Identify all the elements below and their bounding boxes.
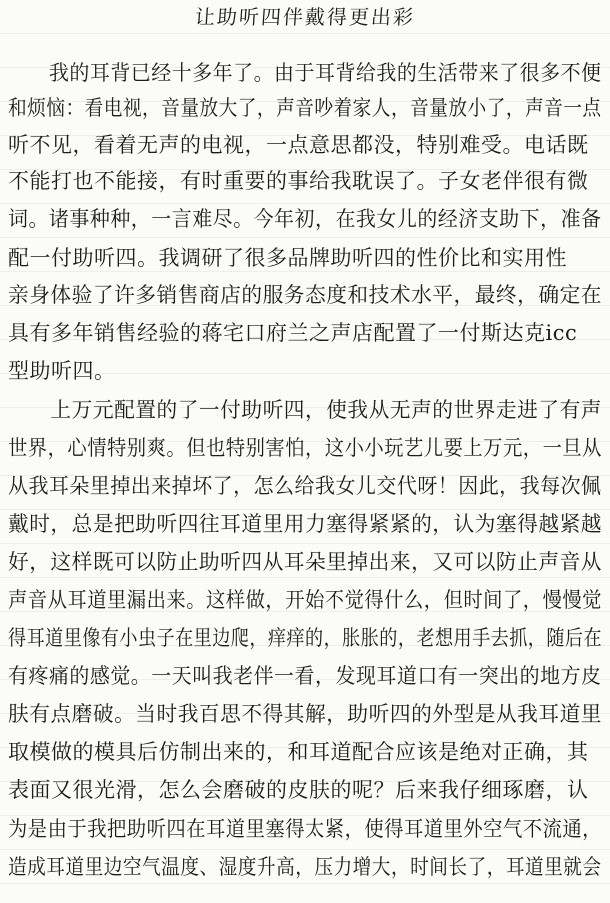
text-line: 表面又很光滑，怎么会磨破的皮肤的呢？后来我仔细琢磨，认 bbox=[8, 778, 589, 802]
text-line: 好，这样既可以防止助听四从耳朵里掉出来，又可以防止声音从 bbox=[8, 550, 602, 574]
text-line: 得耳道里像有小虫子在里边爬，痒痒的，胀胀的，老想用手去抓，随后在 bbox=[8, 626, 603, 650]
text-line: 为是由于我把助听四在耳道里塞得太紧，使得耳道里外空气不流通， bbox=[8, 817, 602, 841]
text-line: 型助听四。 bbox=[8, 359, 116, 383]
text-line: 配一付助听四。我调研了很多品牌助听四的性价比和实用性 bbox=[8, 246, 567, 270]
text-line: 亲身体验了许多销售商店的服务态度和技术水平，最终，确定在 bbox=[8, 283, 602, 307]
text-line: 戴时，总是把助听四往耳道里用力塞得紧紧的，认为塞得越紧越 bbox=[8, 512, 602, 536]
text-line: 有疼痛的感觉。一天叫我老伴一看，发现耳道口有一突出的地方皮 bbox=[8, 664, 602, 688]
text-line: 具有多年销售经验的蒋宅口府兰之声店配置了一付斯达克icc bbox=[8, 321, 578, 345]
text-line: 取模做的模具后仿制出来的，和耳道配合应该是绝对正确，其 bbox=[8, 740, 589, 764]
text-line: 肤有点磨破。当时我百思不得其解，助听四的外型是从我耳道里 bbox=[8, 702, 602, 726]
page-title: 让助听四伴戴得更出彩 bbox=[194, 5, 416, 29]
text-line: 我的耳背已经十多年了。由于耳背给我的生活带来了很多不便 bbox=[8, 61, 602, 85]
text-line: 不能打也不能接，有时重要的事给我耽误了。子女老伴很有微 bbox=[8, 169, 589, 193]
text-line: 声音从耳道里漏出来。这样做，开始不觉得什么，但时间了，慢慢觉 bbox=[8, 588, 602, 612]
text-line: 和烦恼：看电视，音量放大了，声音吵着家人，音量放小了，声音一点 bbox=[8, 96, 602, 120]
text-line: 词。诸事种种，一言难尽。今年初，在我女儿的经济支助下，准备 bbox=[8, 207, 602, 231]
text-line: 从我耳朵里掉出来掉坏了，怎么给我女儿交代呀！因此，我每次佩 bbox=[8, 474, 602, 498]
text-line: 上万元配置的了一付助听四，使我从无声的世界走进了有声 bbox=[8, 398, 602, 422]
text-line: 世界，心情特别爽。但也特别害怕，这小小玩艺儿要上万元，一旦从 bbox=[8, 436, 602, 460]
text-line: 造成耳道里边空气温度、湿度升高，压力增大，时间长了，耳道里就会 bbox=[8, 855, 602, 879]
text-line: 听不见，看着无声的电视，一点意思都没，特别难受。电话既 bbox=[8, 133, 589, 157]
